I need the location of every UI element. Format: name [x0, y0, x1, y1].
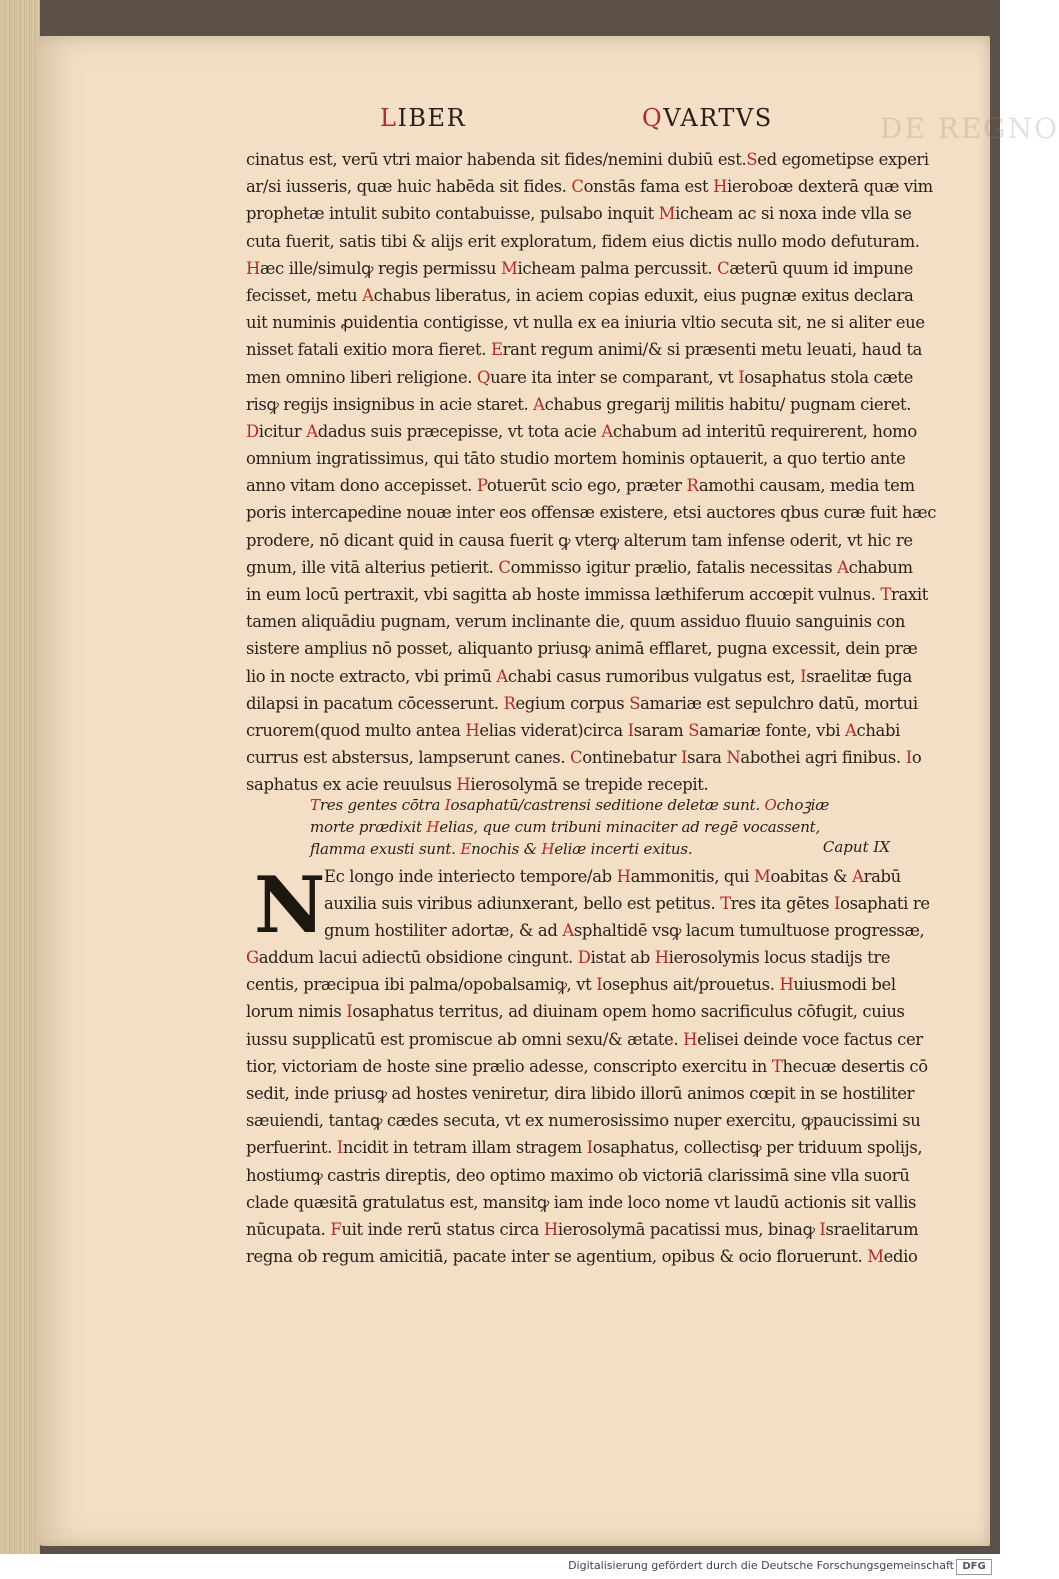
rubricated-initial: H	[683, 1029, 698, 1049]
text-segment: icheam ac si noxa inde vlla se	[675, 204, 912, 224]
rubricated-initial: I	[586, 1138, 593, 1158]
text-line	[246, 1189, 952, 1216]
drop-cap-initial: N	[254, 860, 326, 951]
text-segment: chabum	[848, 557, 913, 577]
rubricated-initial: I	[738, 367, 745, 387]
text-segment: lio in nocte extracto, vbi primū	[246, 666, 497, 686]
text-segment: osephus ait/prouetus.	[602, 975, 780, 995]
text-segment: morte prædixit	[310, 818, 427, 836]
text-segment: tamen aliquādiu pugnam, verum inclinante die, quum assiduo fluuio sanguinis con	[246, 612, 906, 632]
text-segment: osaphati re	[840, 894, 930, 914]
rubricated-initial: H	[654, 948, 669, 967]
text-segment: elisei deinde voce factus cer	[697, 1029, 923, 1049]
rubricated-initial: I	[905, 748, 912, 768]
rubricated-initial: G	[246, 948, 259, 967]
text-segment: omnium ingratissimus, qui tāto studio mortem hominis optauerit, a quo tertio ante	[246, 449, 906, 469]
rubricated-initial: C	[717, 258, 730, 278]
text-segment: flamma exusti sunt.	[310, 840, 461, 858]
text-segment: uit numinis ꝓuidentia contigisse, vt nulla ex ea iniuria vltio secuta sit, ne si aliter eue	[246, 313, 925, 333]
rubricated-initial: R	[503, 693, 516, 713]
text-line	[246, 309, 952, 336]
text-line	[246, 1162, 952, 1189]
text-segment: ierosolymā pacatissi mus, binaꝙ	[557, 1219, 820, 1239]
text-segment: tior, victoriam de hoste sine prælio adesse, conscripto exercitu in	[246, 1056, 772, 1076]
text-line	[246, 336, 952, 363]
text-line	[246, 499, 952, 526]
text-segment: icitur	[258, 421, 307, 441]
rubricated-initial: H	[426, 818, 440, 836]
rubricated-initial: C	[571, 177, 584, 197]
text-segment: uiusmodi bel	[793, 975, 896, 995]
rubricated-initial: C	[570, 748, 583, 768]
rubricated-initial: E	[460, 840, 472, 858]
text-line	[246, 717, 952, 744]
rubricated-initial: M	[658, 204, 676, 224]
text-line	[246, 1216, 952, 1243]
rubricated-initial: H	[246, 258, 260, 278]
chapter-label: Caput IX	[822, 838, 890, 856]
text-segment: ar/si iusseris, quæ huic habēda sit fides.	[246, 177, 572, 197]
rubricated-initial: N	[726, 748, 741, 768]
text-segment: osaphatus stola cæte	[744, 367, 914, 387]
paragraph-1	[246, 146, 952, 799]
text-segment: clade quæsitā gratulatus est, mansitꝙ iam inde loco nome vt laudū actionis sit vallis	[246, 1192, 917, 1212]
text-segment: chabus liberatus, in aciem copias eduxit, eius pugnæ exitus declara	[373, 285, 914, 305]
running-head-right: QVARTVS	[642, 104, 773, 132]
text-segment: amariæ fonte, vbi	[699, 720, 845, 740]
text-segment: centis, præcipua ibi palma/opobalsamiꝙ, vt	[246, 975, 597, 995]
text-line	[246, 581, 952, 608]
text-segment: Ec longo inde interiecto tempore/ab	[324, 867, 617, 886]
text-segment: sedit, inde priusꝙ ad hostes veniretur, dira libido illorū animos cœpit in se hostiliter	[246, 1083, 915, 1103]
text-segment: sara	[687, 748, 727, 768]
rubricated-initial: D	[246, 421, 259, 441]
text-segment: sæuiendi, tantaꝙ cædes secuta, vt ex numerosissimo nuper exercitu, ꝙpaucissimi su	[246, 1111, 921, 1131]
text-line	[324, 917, 952, 944]
text-segment: osaphatus, collectisꝙ per triduum spolijs,	[592, 1138, 923, 1158]
text-segment: icheam palma percussit.	[517, 258, 718, 278]
rubricated-initial: I	[596, 975, 603, 995]
text-segment: abothei agri finibus.	[740, 748, 906, 768]
text-segment: addum lacui adiectū obsidione cingunt.	[258, 948, 578, 967]
text-segment: oabitas &	[770, 867, 853, 886]
text-segment: osaphatū/castrensi seditione deletæ sunt.	[450, 796, 765, 814]
text-segment: anno vitam dono accepisset.	[246, 476, 477, 496]
rubricated-initial: H	[541, 840, 555, 858]
text-segment: cuta fuerit, satis tibi & alijs erit exploratum, fidem eius dictis nullo modo defuturam.	[246, 231, 920, 251]
rubricated-initial: I	[336, 1138, 343, 1158]
rubricated-initial: M	[501, 258, 518, 278]
rubricated-initial: A	[362, 285, 374, 305]
rubricated-initial: P	[476, 476, 487, 496]
text-line	[246, 635, 952, 662]
text-line	[246, 971, 952, 998]
text-segment: ammonitis, qui	[630, 867, 755, 886]
text-segment: æc ille/simulꝙ regis permissu	[259, 258, 502, 278]
text-segment: chabi casus rumoribus vulgatus est,	[507, 666, 801, 686]
text-line	[246, 255, 952, 282]
rubricated-initial: O	[764, 796, 777, 814]
rubricated-initial: H	[616, 867, 631, 886]
rubricated-initial: F	[330, 1219, 342, 1239]
text-segment: amariæ est sepulchro datū, mortui	[640, 693, 918, 713]
text-segment: sistere amplius nō posset, aliquanto priusꝙ animā efflaret, pugna excessit, dein præ	[246, 639, 918, 659]
text-line	[246, 663, 952, 690]
rubricated-initial: A	[562, 921, 574, 941]
running-head	[380, 104, 840, 140]
rubricated-initial: H	[456, 775, 471, 795]
rubricated-initial: T	[771, 1056, 783, 1076]
text-segment: fecisset, metu	[246, 285, 363, 305]
book-page-edges	[0, 0, 40, 1554]
text-segment: amothi causam, media tem	[698, 476, 915, 496]
text-segment: cinatus est, verū vtri maior habenda sit fides/nemini dubiū est.	[246, 150, 747, 169]
text-segment: prodere, nō dicant quid in causa fuerit ꝙ vterꝙ alterum tam infense oderit, vt hic re	[246, 530, 913, 550]
rubricated-initial: M	[867, 1247, 884, 1267]
text-segment: nūcupata.	[246, 1219, 331, 1239]
rubricated-initial: H	[465, 720, 480, 740]
text-segment: regna ob regum amicitiā, pacate inter se agentium, opibus & ocio floruerunt.	[246, 1247, 868, 1267]
text-segment: ed egometipse experi	[757, 150, 929, 169]
text-line	[246, 472, 952, 499]
text-line	[310, 838, 890, 860]
paragraph-2-first-line	[324, 863, 952, 890]
text-line	[246, 1107, 952, 1134]
text-segment: rabū	[863, 867, 901, 886]
text-segment: saphatus ex acie reuulsus	[246, 775, 457, 795]
text-line	[324, 863, 952, 890]
text-line	[246, 364, 952, 391]
rubricated-initial: I	[800, 666, 807, 686]
rubricated-initial: A	[306, 421, 318, 441]
text-line	[246, 173, 952, 200]
paragraph-2-indented-lines	[324, 890, 952, 944]
text-segment: eliæ incerti exitus.	[554, 840, 693, 858]
text-segment: dilapsi in pacatum cōcesserunt.	[246, 693, 504, 713]
rubricated-initial: S	[746, 150, 758, 169]
text-segment: otuerūt scio ego, præter	[486, 476, 687, 496]
rubricated-initial: I	[833, 894, 841, 914]
text-segment: gnum hostiliter adortæ, & ad	[324, 921, 563, 941]
text-segment: ommisso igitur prælio, fatalis necessitas	[510, 557, 838, 577]
rubricated-initial: S	[629, 693, 641, 713]
paragraph-2	[246, 944, 952, 1270]
text-line	[246, 744, 952, 771]
text-segment: edio	[883, 1247, 918, 1267]
text-segment: uit inde rerū status circa	[341, 1219, 544, 1239]
text-segment: chabus gregarij militis habitu/ pugnam cieret.	[544, 394, 912, 414]
text-line	[246, 282, 952, 309]
rubricated-initial: C	[498, 557, 511, 577]
text-line	[246, 391, 952, 418]
paragraph-2-indented	[324, 863, 952, 945]
bleed-through-text: DE REGNO	[880, 112, 1059, 145]
text-line	[324, 890, 952, 917]
text-segment: saram	[633, 720, 689, 740]
rubricated-initial: I	[444, 796, 451, 814]
rubricated-initial: H	[543, 1219, 558, 1239]
rubricated-initial: A	[601, 421, 613, 441]
text-segment: hostiumꝙ castris direptis, deo optimo maximo ob victoriā clarissimā sine vlla suorū	[246, 1165, 910, 1185]
text-segment: elias, que cum tribuni minaciter ad regē vocassent,	[439, 818, 821, 836]
text-segment: osaphatus territus, ad diuinam opem homo sacrificulus cōfugit, cuius	[352, 1002, 905, 1022]
rubricated-initial: A	[852, 867, 864, 886]
text-line	[246, 608, 952, 635]
text-segment: res gentes cōtra	[319, 796, 445, 814]
text-line	[246, 1080, 952, 1107]
text-segment: auxilia suis viribus adiunxerant, bello est petitus.	[324, 894, 721, 914]
text-segment: chabi	[856, 720, 900, 740]
text-segment: egium corpus	[515, 693, 630, 713]
text-line	[246, 527, 952, 554]
text-segment: men omnino liberi religione.	[246, 367, 477, 387]
text-segment: lorum nimis	[246, 1002, 347, 1022]
rubricated-initial: I	[346, 1002, 353, 1022]
text-segment: chabum ad interitū requirerent, homo	[612, 421, 917, 441]
rubricated-initial: H	[713, 177, 728, 197]
text-segment: elias viderat)circa	[479, 720, 628, 740]
text-segment: currus est abstersus, lampserunt canes.	[246, 748, 571, 768]
text-segment: ontinebatur	[582, 748, 682, 768]
text-segment: nochis &	[471, 840, 542, 858]
text-line	[246, 200, 952, 227]
text-line	[246, 228, 952, 255]
text-line	[246, 1134, 952, 1161]
rubricated-initial: I	[681, 748, 688, 768]
text-segment: ncidit in tetram illam stragem	[342, 1138, 587, 1158]
rubricated-initial: H	[779, 975, 794, 995]
text-segment: raxit	[891, 585, 928, 604]
rubricated-initial: Q	[476, 367, 491, 387]
text-segment: choꝫiæ	[776, 796, 830, 814]
text-line	[246, 1243, 952, 1270]
text-segment: perfuerint.	[246, 1138, 337, 1158]
text-line	[310, 794, 890, 816]
funding-credit: Digitalisierung gefördert durch die Deutsche Forschungsgemeinschaft	[568, 1559, 954, 1572]
text-segment: sraelitæ fuga	[806, 666, 912, 686]
text-segment: cruorem(quod multo antea	[246, 720, 466, 740]
text-segment: in eum locū pertraxit, vbi sagitta ab hoste immissa læthiferum accœpit vulnus.	[246, 585, 881, 604]
text-segment: o	[911, 748, 922, 768]
text-segment: res ita gētes	[730, 894, 834, 914]
text-line	[246, 998, 952, 1025]
text-line	[246, 418, 952, 445]
text-segment: istat ab	[590, 948, 655, 967]
chapter-summary-lines	[310, 794, 890, 860]
text-segment: rant regum animi/& si præsenti metu leuati, haud ta	[502, 340, 923, 360]
text-segment: prophetæ intulit subito contabuisse, pulsabo inquit	[246, 204, 659, 224]
text-segment: ierosolymis locus stadijs tre	[668, 948, 891, 967]
rubricated-initial: R	[686, 476, 699, 496]
text-line	[246, 690, 952, 717]
rubricated-initial: T	[720, 894, 731, 914]
text-line	[310, 816, 890, 838]
rubricated-initial: A	[533, 394, 545, 414]
rubricated-initial: I	[627, 720, 634, 740]
rubricated-initial: S	[688, 720, 700, 740]
text-segment: uare ita inter se comparant, vt	[490, 367, 739, 387]
text-segment: risꝙ regijs insignibus in acie staret.	[246, 394, 534, 414]
text-segment: æterū quum id impune	[729, 258, 914, 278]
rubricated-initial: T	[880, 585, 892, 604]
text-segment: ierosolymā se trepide recepit.	[470, 775, 709, 795]
chapter-summary	[310, 794, 890, 860]
text-segment: iussu supplicatū est promiscue ab omni sexu/& ætate.	[246, 1029, 684, 1049]
text-segment: sraelitarum	[825, 1219, 919, 1239]
text-line	[246, 1053, 952, 1080]
text-segment: sphaltidē vsꝙ lacum tumultuose progressæ,	[573, 921, 925, 941]
rubricated-initial: A	[837, 557, 849, 577]
rubricated-initial: I	[819, 1219, 826, 1239]
rubricated-initial: A	[496, 666, 508, 686]
rubricated-initial: M	[754, 867, 771, 886]
text-segment: gnum, ille vitā alterius petierit.	[246, 557, 499, 577]
dfg-logo: DFG	[956, 1559, 992, 1575]
rubricated-initial: T	[310, 796, 320, 814]
text-segment: hecuæ desertis cō	[782, 1056, 928, 1076]
text-segment: dadus suis præcepisse, vt tota acie	[317, 421, 602, 441]
rubricated-initial: D	[577, 948, 591, 967]
text-line	[246, 554, 952, 581]
rubricated-initial: E	[490, 340, 503, 360]
text-segment: onstās fama est	[583, 177, 714, 197]
text-segment: ieroboæ dexterā quæ vim	[727, 177, 933, 197]
text-segment: poris intercapedine nouæ inter eos offensæ existere, etsi auctores qbus curæ fuit hæc	[246, 503, 937, 523]
footer-bar	[0, 1554, 1000, 1579]
rubricated-initial: A	[844, 720, 857, 740]
text-line	[246, 146, 952, 173]
running-head-left: LIBER	[380, 104, 467, 132]
text-line	[246, 445, 952, 472]
text-line	[246, 944, 952, 971]
text-line	[246, 1026, 952, 1053]
text-segment: nisset fatali exitio mora fieret.	[246, 340, 491, 360]
